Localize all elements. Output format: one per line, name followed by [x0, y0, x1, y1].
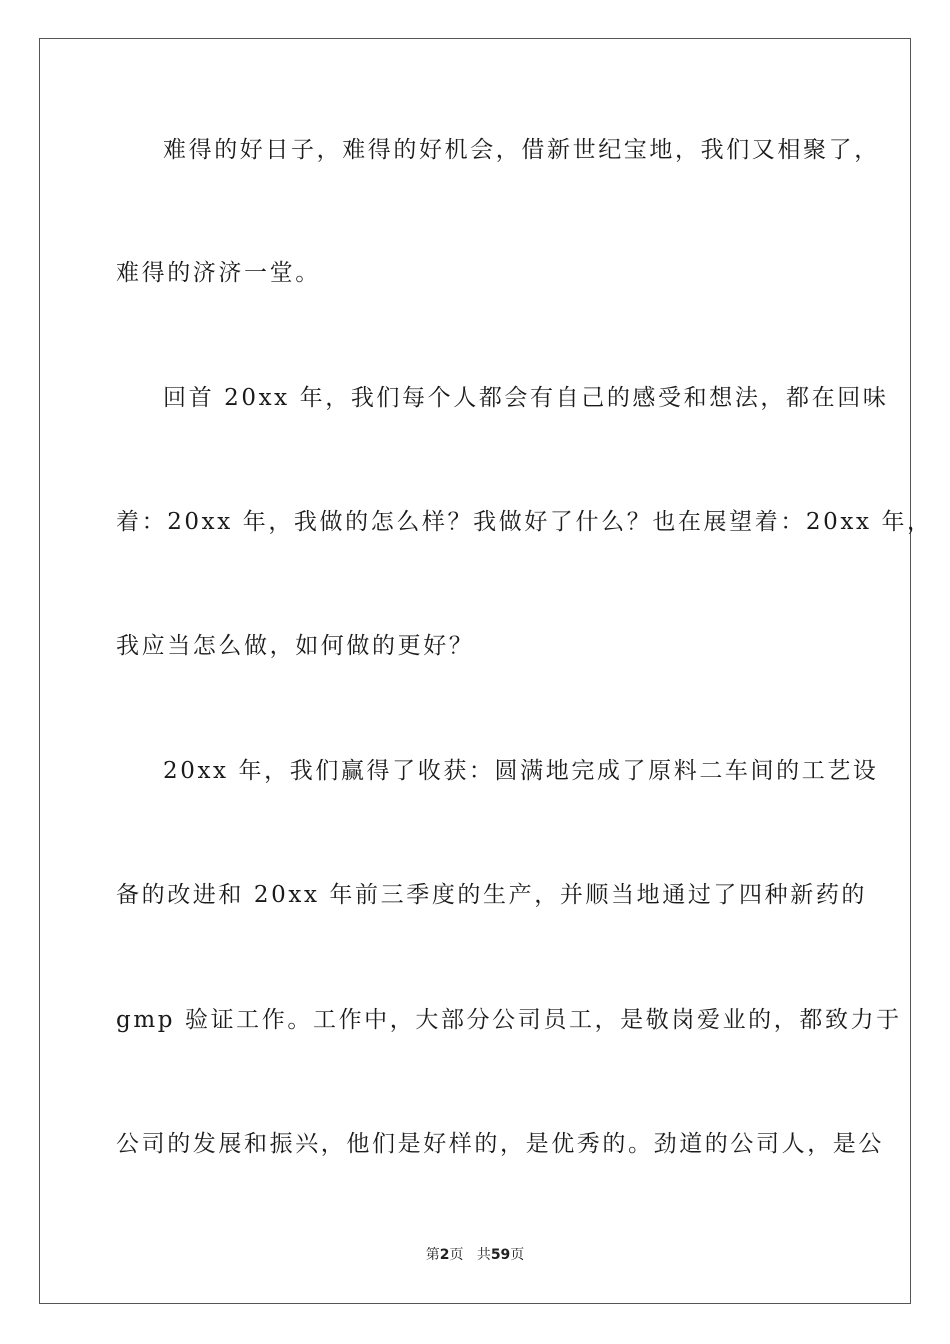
total-suffix: 页	[510, 1247, 525, 1263]
paragraph-2-line-2: 着：20xx 年，我做的怎么样？我做好了什么？也在展望着：20xx 年，	[116, 509, 933, 535]
total-prefix: 共	[476, 1247, 491, 1263]
page-number: 2	[439, 1247, 450, 1263]
paragraph-2-line-3: 我应当怎么做，如何做的更好？	[116, 633, 475, 659]
paragraph-1-line-1: 难得的好日子，难得的好机会，借新世纪宝地，我们又相聚了，	[163, 137, 880, 163]
total-pages: 59	[490, 1247, 511, 1263]
paragraph-3-line-1: 20xx 年，我们赢得了收获：圆满地完成了原料二车间的工艺设	[163, 758, 879, 784]
page-suffix: 页	[449, 1247, 464, 1263]
page-prefix: 第	[425, 1247, 440, 1263]
paragraph-2-line-1: 回首 20xx 年，我们每个人都会有自己的感受和想法，都在回味	[163, 385, 889, 411]
paragraph-3-line-2: 备的改进和 20xx 年前三季度的生产，并顺当地通过了四种新药的	[116, 882, 868, 908]
paragraph-3-line-4: 公司的发展和振兴，他们是好样的，是优秀的。劲道的公司人，是公	[116, 1131, 884, 1157]
page-border	[39, 38, 933, 1304]
page-footer	[0, 1244, 950, 1264]
paragraph-1-line-2: 难得的济济一堂。	[116, 260, 321, 286]
paragraph-3-line-3: gmp 验证工作。工作中，大部分公司员工，是敬岗爱业的，都致力于	[116, 1007, 902, 1033]
